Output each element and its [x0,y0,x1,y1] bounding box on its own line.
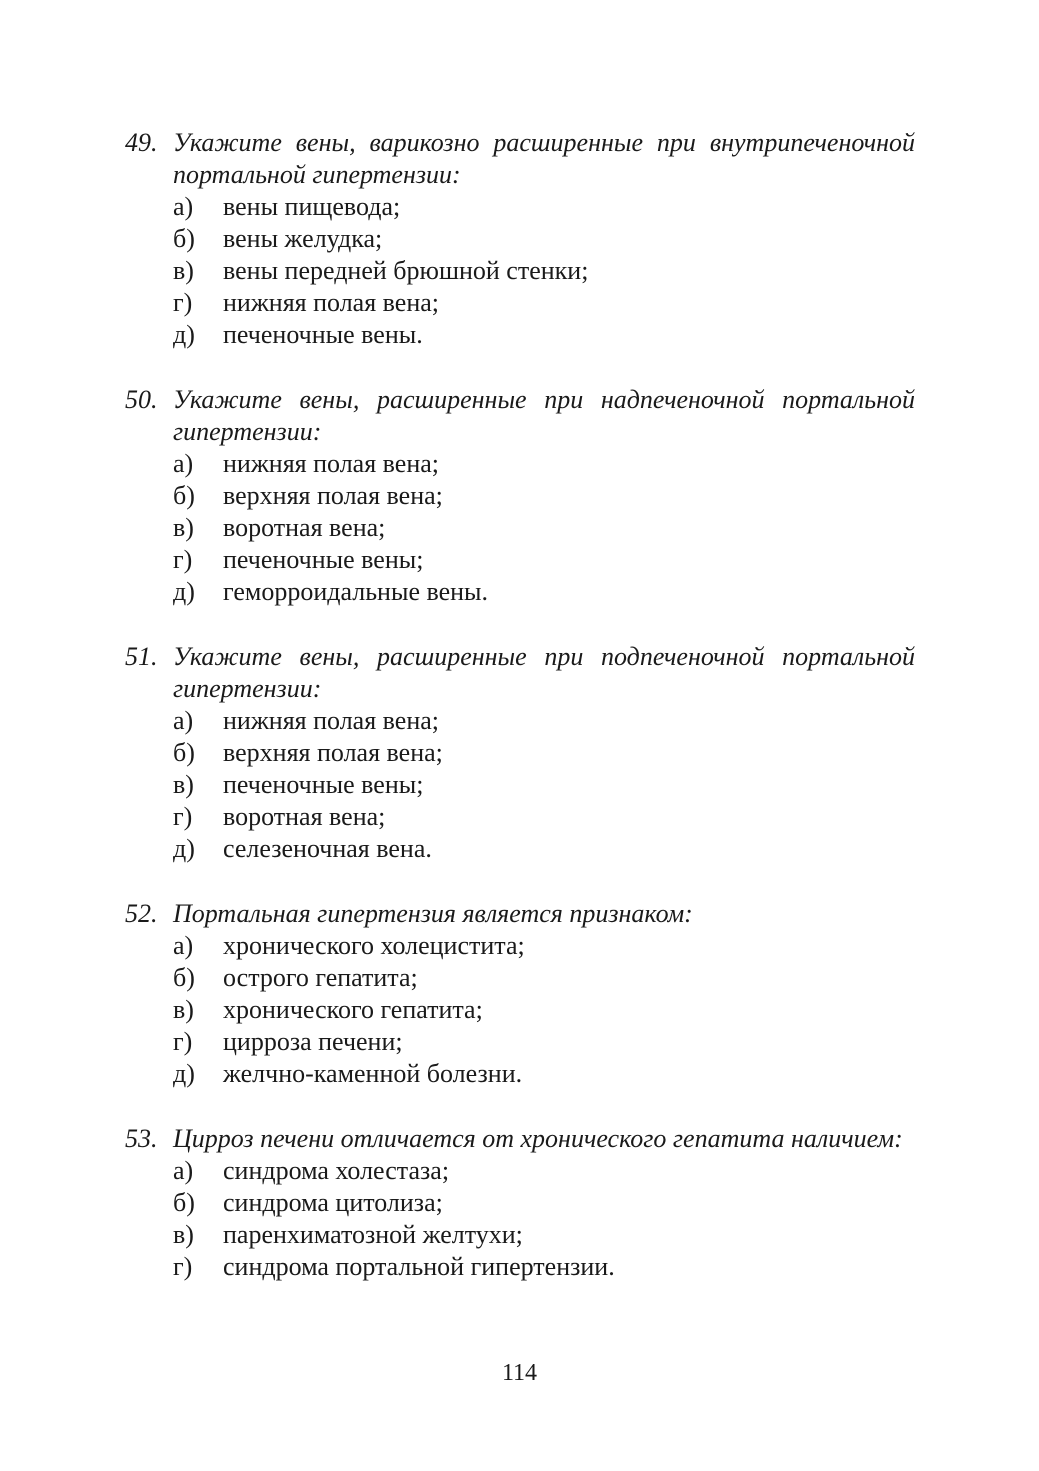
option-text: синдрома цитолиза; [223,1188,443,1217]
question-50 [125,384,915,608]
answer-option-b [173,480,915,512]
option-text: нижняя полая вена; [223,706,440,735]
option-letter: в) [173,1220,194,1249]
answer-option-v [173,769,915,801]
answer-options [125,1155,915,1283]
answer-option-b [173,737,915,769]
question-text: Укажите вены, расширенные при надпеченочной портальной гипертензии: [173,385,915,446]
option-letter: д) [173,577,195,606]
question-51 [125,641,915,865]
option-letter: г) [173,1252,193,1281]
option-letter: а) [173,449,194,478]
option-letter: в) [173,770,194,799]
question-text: Укажите вены, варикозно расширенные при внутрипеченочной портальной гипертензии: [173,128,915,189]
question-text: Укажите вены, расширенные при подпеченочной портальной гипертензии: [173,642,915,703]
answer-option-d [173,319,915,351]
option-text: селезеночная вена. [223,834,432,863]
option-text: геморроидальные вены. [223,577,489,606]
option-text: печеночные вены; [223,770,424,799]
answer-option-a [173,448,915,480]
option-text: печеночные вены. [223,320,423,349]
answer-option-b [173,223,915,255]
question-text: Цирроз печени отличается от хронического гепатита наличием: [173,1124,903,1153]
question-number: 49. [125,128,158,157]
option-letter: а) [173,706,194,735]
option-text: верхняя полая вена; [223,481,443,510]
option-text: паренхиматозной желтухи; [223,1220,523,1249]
option-letter: в) [173,513,194,542]
option-text: верхняя полая вена; [223,738,443,767]
option-text: синдрома холестаза; [223,1156,450,1185]
option-text: синдрома портальной гипертензии. [223,1252,615,1281]
answer-option-a [173,705,915,737]
question-header [125,641,915,705]
answer-option-d [173,833,915,865]
question-53 [125,1123,915,1283]
option-letter: а) [173,1156,194,1185]
question-header [125,384,915,448]
question-header [125,127,915,191]
answer-option-g [173,544,915,576]
question-52 [125,898,915,1090]
option-letter: д) [173,834,195,863]
question-49 [125,127,915,351]
option-text: нижняя полая вена; [223,449,440,478]
answer-option-a [173,930,915,962]
question-text: Портальная гипертензия является признаком: [173,899,693,928]
option-letter: г) [173,545,193,574]
answer-option-d [173,1058,915,1090]
option-text: вены желудка; [223,224,383,253]
answer-option-g [173,287,915,319]
option-letter: б) [173,224,195,253]
option-letter: а) [173,192,194,221]
answer-option-a [173,191,915,223]
option-letter: г) [173,802,193,831]
answer-options [125,930,915,1090]
option-letter: в) [173,256,194,285]
option-text: нижняя полая вена; [223,288,440,317]
option-text: острого гепатита; [223,963,418,992]
question-number: 51. [125,642,158,671]
option-text: вены передней брюшной стенки; [223,256,589,285]
question-number: 53. [125,1124,158,1153]
option-letter: б) [173,481,195,510]
answer-option-v [173,255,915,287]
answer-option-v [173,1219,915,1251]
option-text: желчно-каменной болезни. [223,1059,523,1088]
option-letter: в) [173,995,194,1024]
answer-option-g [173,1026,915,1058]
answer-option-v [173,994,915,1026]
option-letter: б) [173,963,195,992]
option-letter: г) [173,1027,193,1056]
option-text: хронического гепатита; [223,995,483,1024]
option-text: цирроза печени; [223,1027,403,1056]
answer-option-b [173,962,915,994]
option-letter: г) [173,288,193,317]
answer-option-d [173,576,915,608]
question-number: 52. [125,899,158,928]
question-number: 50. [125,385,158,414]
option-text: воротная вена; [223,513,386,542]
option-letter: б) [173,738,195,767]
answer-options [125,448,915,608]
answer-option-a [173,1155,915,1187]
answer-options [125,705,915,865]
question-header [125,898,915,930]
option-text: хронического холецистита; [223,931,525,960]
answer-option-g [173,1251,915,1283]
option-letter: д) [173,1059,195,1088]
answer-option-g [173,801,915,833]
option-text: печеночные вены; [223,545,424,574]
answer-option-v [173,512,915,544]
option-text: вены пищевода; [223,192,401,221]
option-text: воротная вена; [223,802,386,831]
question-header [125,1123,915,1155]
option-letter: а) [173,931,194,960]
answer-option-b [173,1187,915,1219]
option-letter: б) [173,1188,195,1217]
answer-options [125,191,915,351]
page-number: 114 [501,1360,538,1386]
option-letter: д) [173,320,195,349]
